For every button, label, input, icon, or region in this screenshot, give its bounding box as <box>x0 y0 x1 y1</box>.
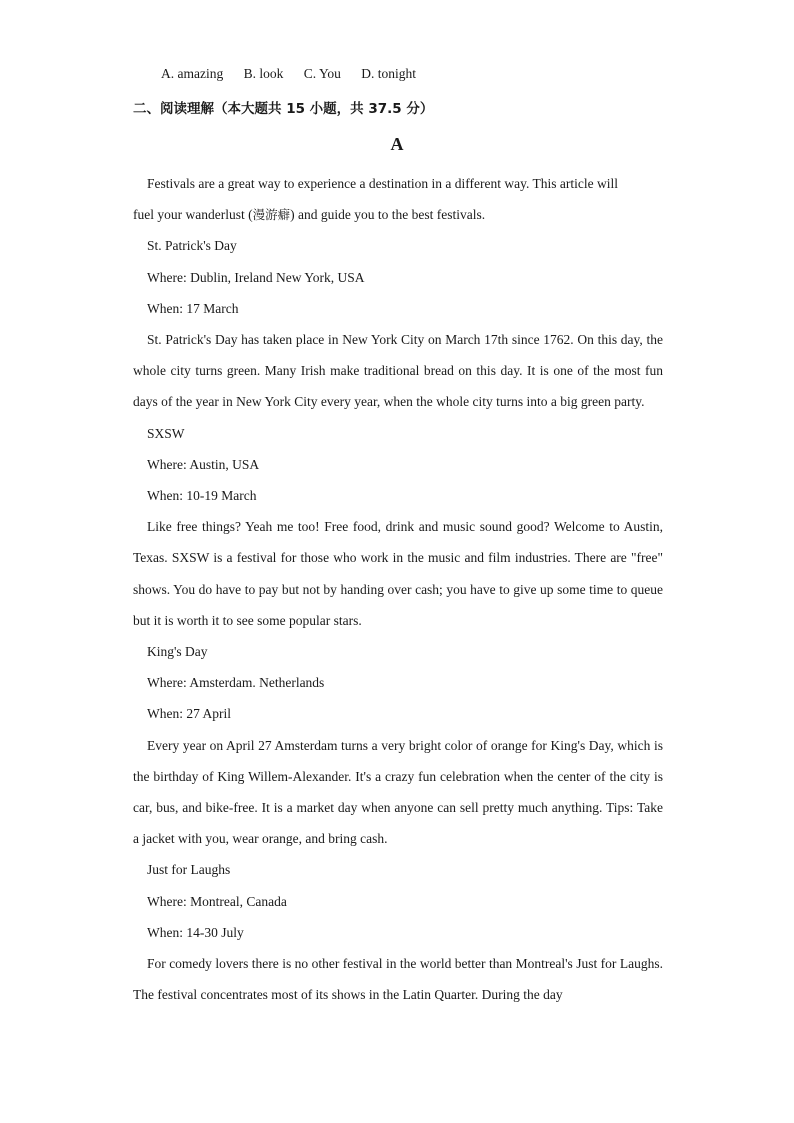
festival-when: When: 14-30 July <box>147 924 244 940</box>
festival-when: When: 27 April <box>147 706 231 722</box>
festival-name: King's Day <box>147 644 208 660</box>
festival-when: When: 17 March <box>147 300 239 316</box>
festival-where: Where: Montreal, Canada <box>147 893 287 909</box>
passage-body <box>133 168 663 1010</box>
answer-options <box>161 66 433 82</box>
festival-description: For comedy lovers there is no other festival in the world better than Montreal's Just for Laughs. The festival concentrates most of its shows in the Latin Quarter. During the day <box>133 956 663 1003</box>
festival-name: St. Patrick's Day <box>147 238 237 254</box>
festival-description: St. Patrick's Day has taken place in New York City on March 17th since 1762. On this day, the whole city turns green. Many Irish make traditional bread on this day. It is one of the most fun days of the year in New York City every year, when the whole city turns into a big green party. <box>133 332 663 410</box>
festival-where: Where: Amsterdam. Netherlands <box>147 675 325 691</box>
option-d: D. tonight <box>361 66 417 81</box>
section-heading: 二、阅读理解（本大题共 15 小题，共 37.5 分） <box>133 101 434 117</box>
chinese-gloss: 漫游癖 <box>252 207 291 223</box>
intro-line-2: fuel your wanderlust (漫游癖) and guide you to the best festivals. <box>133 207 486 223</box>
festival-name: Just for Laughs <box>147 862 231 878</box>
festival-when: When: 10-19 March <box>147 488 257 504</box>
festival-where: Where: Dublin, Ireland New York, USA <box>147 269 365 285</box>
festival-description: Like free things? Yeah me too! Free food, drink and music sound good? Welcome to Austin, Texas. SXSW is a festival for those who work in the music and film industries. There are "free" shows. You do have to pay but not by handing over cash; you have to give up some time to queue but it is worth it to see some popular stars. <box>133 519 663 628</box>
passage-label: A <box>390 134 404 154</box>
festival-description: Every year on April 27 Amsterdam turns a very bright color of orange for King's Day, which is the birthday of King Willem-Alexander. It's a crazy fun celebration when the center of the city is car, bus, and bike-free. It is a market day when anyone can sell pretty much anything. Tips: Take a jacket with you, wear orange, and bring cash. <box>133 737 663 847</box>
intro-line-1: Festivals are a great way to experience a destination in a different way. This article will <box>147 176 618 191</box>
option-c: C. You <box>303 66 341 81</box>
festival-where: Where: Austin, USA <box>147 456 260 472</box>
option-b: B. look <box>243 66 284 81</box>
option-a: A. amazing <box>161 66 224 81</box>
festival-name: SXSW <box>147 425 185 441</box>
